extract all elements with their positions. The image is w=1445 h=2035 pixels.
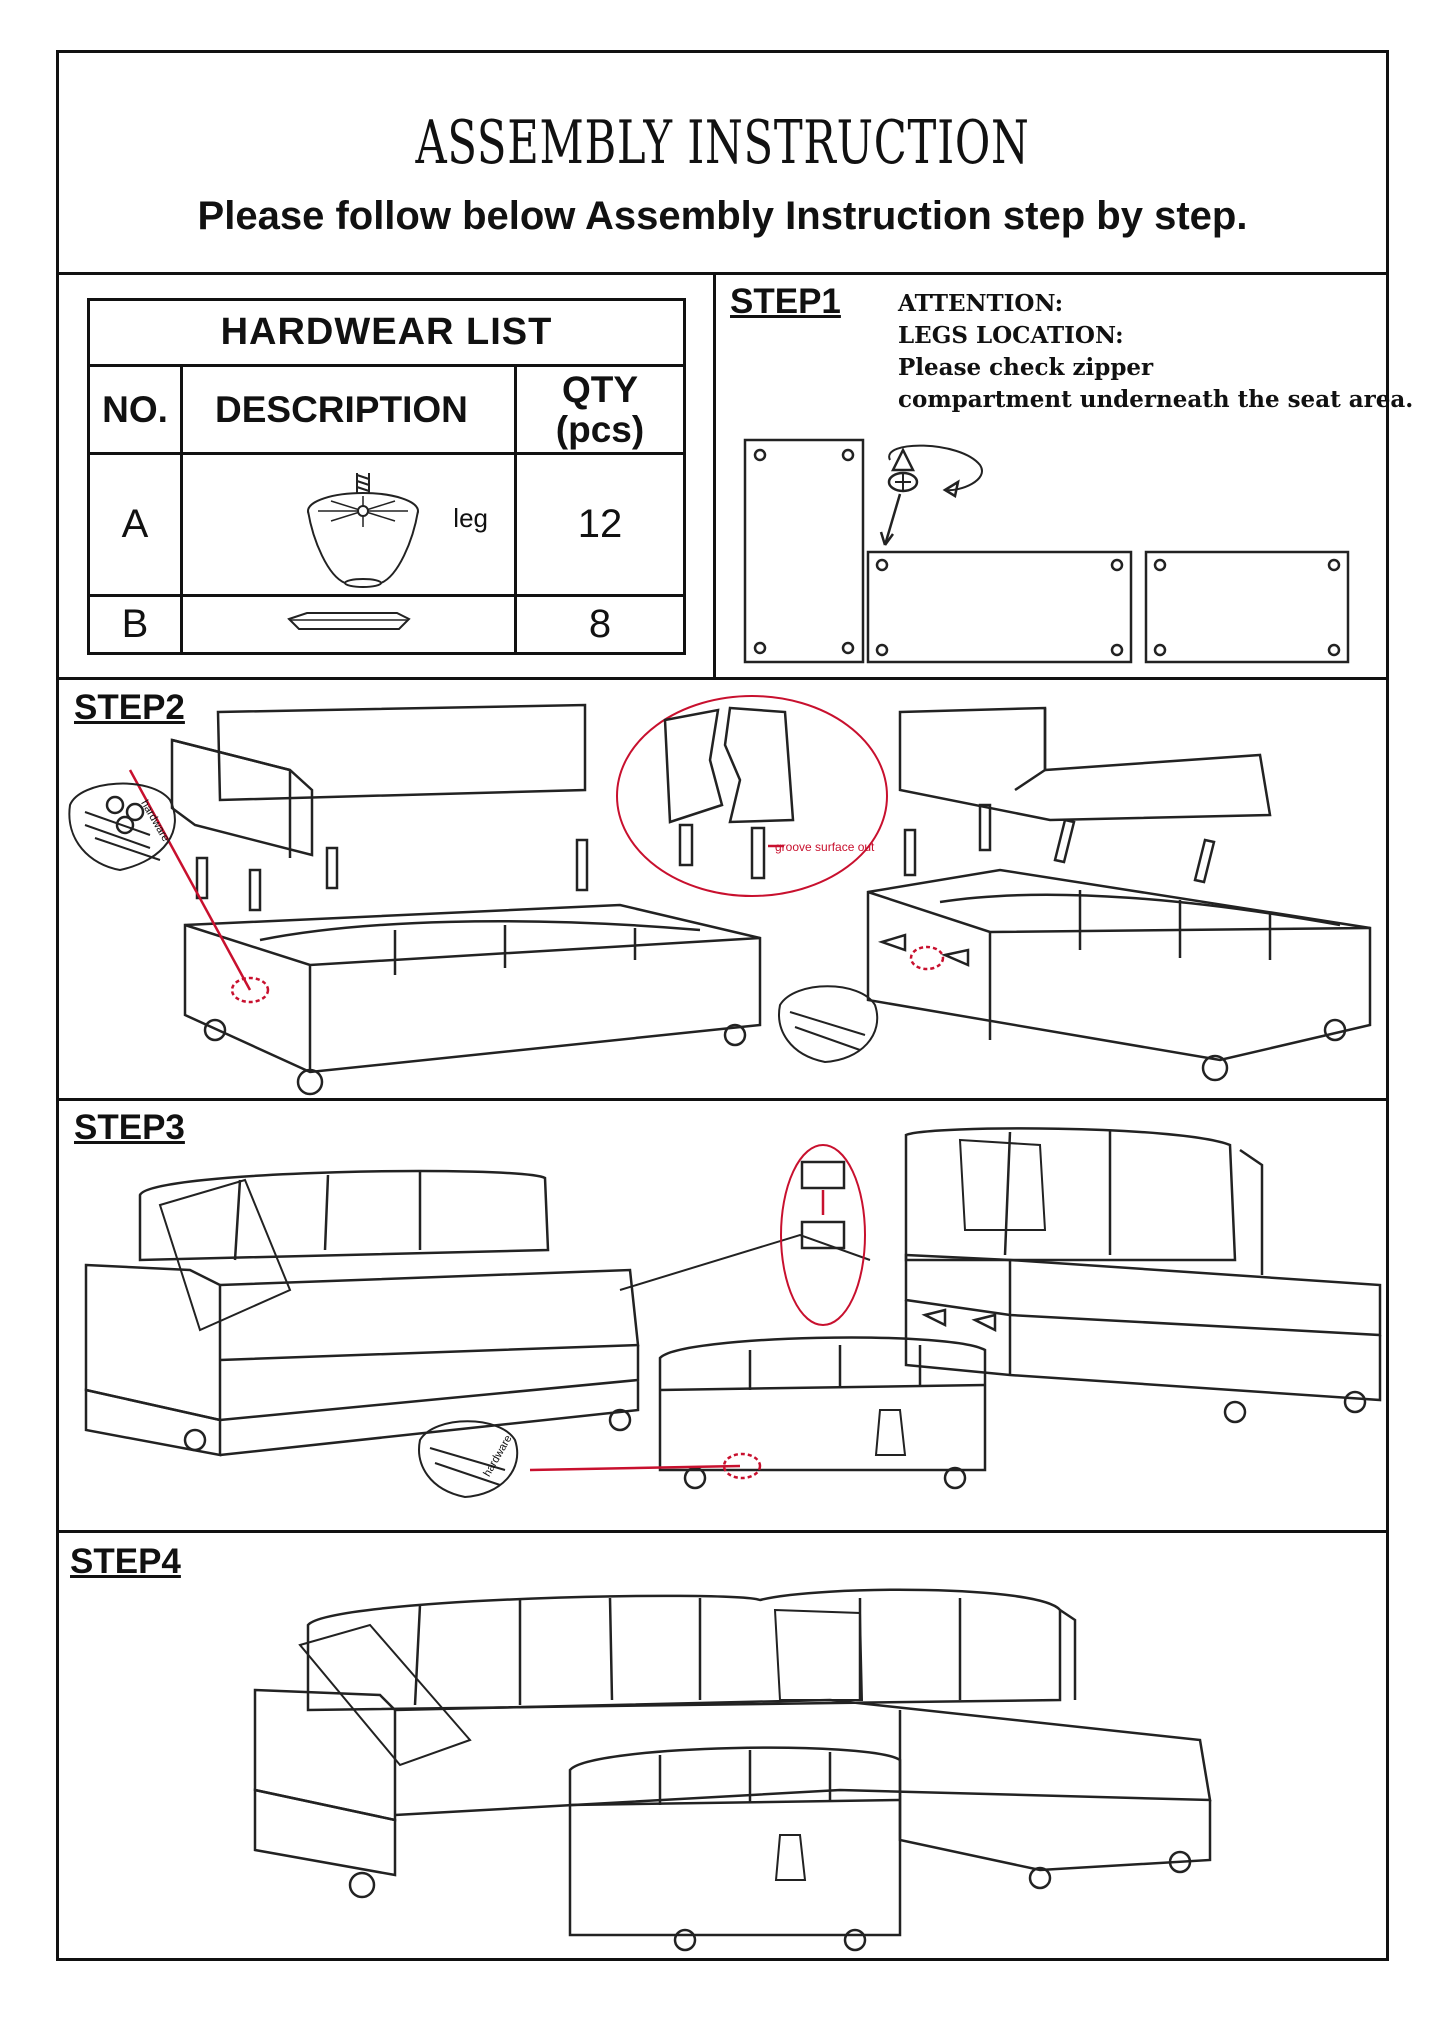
step1-diagram — [745, 440, 1348, 662]
leg-install-icon — [881, 446, 982, 545]
hardware-bag-label: hardware — [138, 798, 172, 844]
step4-label: STEP4 — [70, 1542, 181, 1581]
hardware-bag-label: hardware — [481, 1433, 515, 1479]
attention-line: Please check zipper — [898, 354, 1154, 381]
column-header-qty: QTY (pcs) — [516, 366, 685, 454]
row-no: B — [89, 596, 182, 654]
attention-line: ATTENTION: — [898, 290, 1064, 317]
step1-label: STEP1 — [730, 282, 841, 321]
step4-diagram — [255, 1590, 1210, 1950]
row-qty: 12 — [516, 454, 685, 596]
step2-diagram — [69, 696, 1370, 1094]
page-title: ASSEMBLY INSTRUCTION — [415, 108, 1030, 178]
attention-line: compartment underneath the seat area. — [898, 386, 1414, 413]
step2-label: STEP2 — [74, 688, 185, 727]
column-header-description: DESCRIPTION — [182, 366, 516, 454]
attention-line: LEGS LOCATION: — [898, 322, 1124, 349]
groove-callout-label: groove surface out — [775, 840, 875, 854]
row-qty: 8 — [516, 596, 685, 654]
row-no: A — [89, 454, 182, 596]
page-subtitle: Please follow below Assembly Instruction step by step. — [197, 194, 1248, 238]
leg-label: leg — [453, 503, 488, 533]
hardware-list-title: HARDWEAR LIST — [89, 300, 685, 366]
step3-diagram — [86, 1128, 1380, 1497]
column-header-no: NO. — [89, 366, 182, 454]
step3-label: STEP3 — [74, 1108, 185, 1147]
